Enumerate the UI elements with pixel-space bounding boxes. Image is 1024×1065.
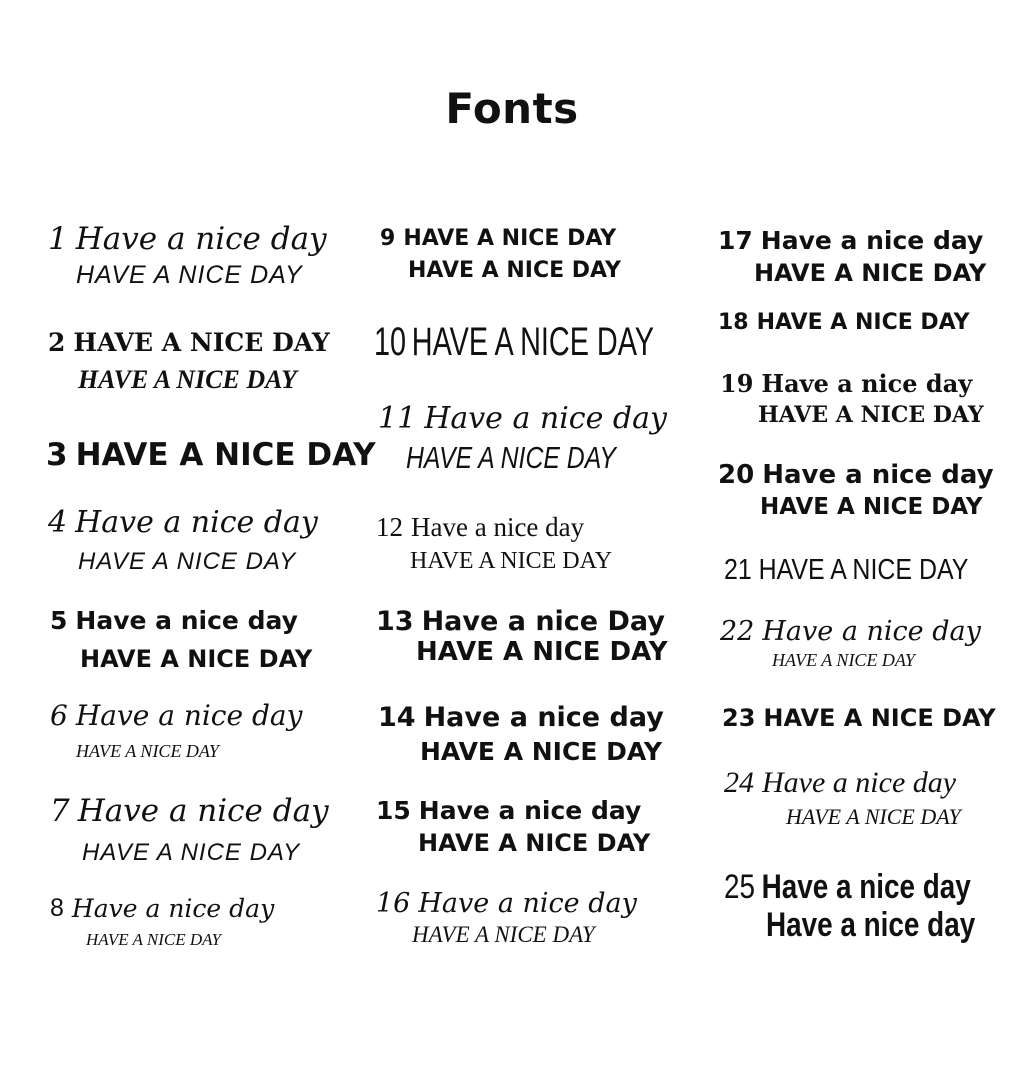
sample-line-1: Have a nice day (762, 460, 994, 490)
sample-line-1: Have a nice day (418, 796, 642, 825)
font-sample-8 (50, 896, 310, 948)
sample-number: 23 (722, 704, 756, 732)
font-sample-16 (376, 890, 656, 946)
font-sample-13 (376, 606, 668, 667)
sample-line-1: Have a nice day (411, 512, 585, 542)
sample-line-1: Have a nice day (762, 616, 981, 647)
sample-line-2: HAVE A NICE DAY (412, 922, 595, 947)
sample-line-2: HAVE A NICE DAY (418, 829, 651, 857)
sample-line-2: HAVE A NICE DAY (76, 261, 303, 289)
sample-number: 5 (50, 606, 68, 635)
font-sample-5 (50, 608, 320, 671)
sample-line-2: Have a nice day (766, 906, 976, 944)
sample-line-1: HAVE A NICE DAY (411, 320, 655, 364)
sample-line-1: Have a nice day (418, 888, 637, 919)
sample-number: 2 (48, 328, 66, 357)
font-sample-4 (48, 505, 318, 575)
sample-line-1: Have a nice Day (421, 606, 665, 637)
sample-line-2: HAVE A NICE DAY (772, 650, 915, 670)
sample-line-2: HAVE A NICE DAY (786, 804, 961, 829)
sample-line-2: HAVE A NICE DAY (760, 494, 983, 520)
font-sample-22 (720, 618, 1000, 669)
sample-line-2: HAVE A NICE DAY (416, 637, 668, 667)
font-sample-14 (378, 702, 664, 766)
sample-line-1: Have a nice day (761, 868, 971, 906)
sample-line-2: HAVE A NICE DAY (76, 741, 219, 761)
sample-number: 6 (50, 699, 68, 732)
sample-number: 25 (724, 868, 756, 906)
sample-number: 21 (724, 554, 752, 586)
font-sample-24 (724, 768, 1004, 828)
sample-number: 9 (380, 226, 396, 251)
sample-line-1: Have a nice day (760, 226, 984, 255)
sample-line-1: HAVE A NICE DAY (75, 437, 376, 473)
font-sample-3 (46, 437, 376, 473)
sample-number: 8 (50, 894, 64, 922)
sample-line-1: HAVE A NICE DAY (763, 704, 996, 732)
sample-number: 1 (48, 221, 68, 257)
font-sample-25 (724, 870, 1014, 942)
sample-number: 10 (374, 320, 407, 364)
sample-line-2: HAVE A NICE DAY (78, 365, 297, 394)
sample-number: 7 (50, 793, 70, 829)
font-sample-7 (50, 793, 329, 866)
font-sample-15 (376, 798, 656, 855)
sample-line-1: Have a nice day (423, 702, 664, 733)
font-sample-10 (374, 322, 654, 362)
sample-line-2: HAVE A NICE DAY (406, 440, 616, 475)
sample-line-1: HAVE A NICE DAY (758, 554, 969, 586)
sample-line-1: Have a nice day (424, 401, 667, 436)
sample-number: 19 (720, 369, 754, 398)
sample-line-2: HAVE A NICE DAY (754, 259, 987, 287)
sample-number: 4 (48, 505, 68, 540)
sample-line-1: Have a nice day (71, 894, 275, 923)
sample-line-2: HAVE A NICE DAY (80, 645, 313, 673)
sample-line-1: HAVE A NICE DAY (756, 310, 970, 335)
page-title: Fonts (445, 84, 579, 133)
sample-number: 14 (378, 702, 416, 733)
sample-line-2: HAVE A NICE DAY (420, 737, 662, 766)
font-sample-6 (50, 699, 310, 761)
sample-number: 12 (376, 512, 403, 542)
sample-number: 17 (718, 226, 753, 255)
sample-line-2: HAVE A NICE DAY (82, 839, 301, 866)
sample-number: 24 (724, 766, 754, 799)
sample-number: 11 (378, 401, 417, 436)
sample-line-2: HAVE A NICE DAY (78, 548, 297, 575)
font-sample-11 (378, 401, 667, 475)
font-sample-23 (722, 706, 1002, 730)
sample-number: 18 (718, 310, 749, 335)
sample-number: 16 (376, 888, 411, 919)
font-sample-2 (48, 328, 330, 394)
sample-number: 20 (718, 460, 755, 490)
sample-line-1: Have a nice day (75, 221, 327, 257)
sample-number: 13 (376, 606, 414, 637)
sample-line-2: HAVE A NICE DAY (410, 548, 613, 574)
sample-line-1: Have a nice day (77, 793, 329, 829)
font-sample-18 (718, 312, 998, 334)
sample-line-1: HAVE A NICE DAY (73, 328, 330, 357)
font-sample-17 (718, 228, 998, 285)
sample-number: 15 (376, 796, 411, 825)
sample-line-1: Have a nice day (761, 369, 973, 398)
sample-line-1: Have a nice day (75, 505, 318, 540)
sample-number: 22 (720, 616, 755, 647)
sample-line-2: HAVE A NICE DAY (408, 258, 621, 283)
font-sample-20 (718, 462, 998, 519)
sample-line-2: HAVE A NICE DAY (86, 930, 222, 949)
font-sample-9 (380, 228, 650, 282)
sample-line-1: Have a nice day (75, 699, 303, 732)
sample-line-1: HAVE A NICE DAY (403, 226, 617, 251)
sample-line-1: Have a nice day (75, 606, 298, 635)
font-sample-12 (376, 514, 656, 573)
sample-line-1: Have a nice day (762, 766, 957, 799)
font-sample-21 (724, 556, 1004, 585)
sample-line-2: HAVE A NICE DAY (758, 402, 984, 428)
sample-number: 3 (46, 437, 68, 473)
font-sample-1 (48, 221, 327, 289)
font-sample-19 (720, 369, 1000, 428)
